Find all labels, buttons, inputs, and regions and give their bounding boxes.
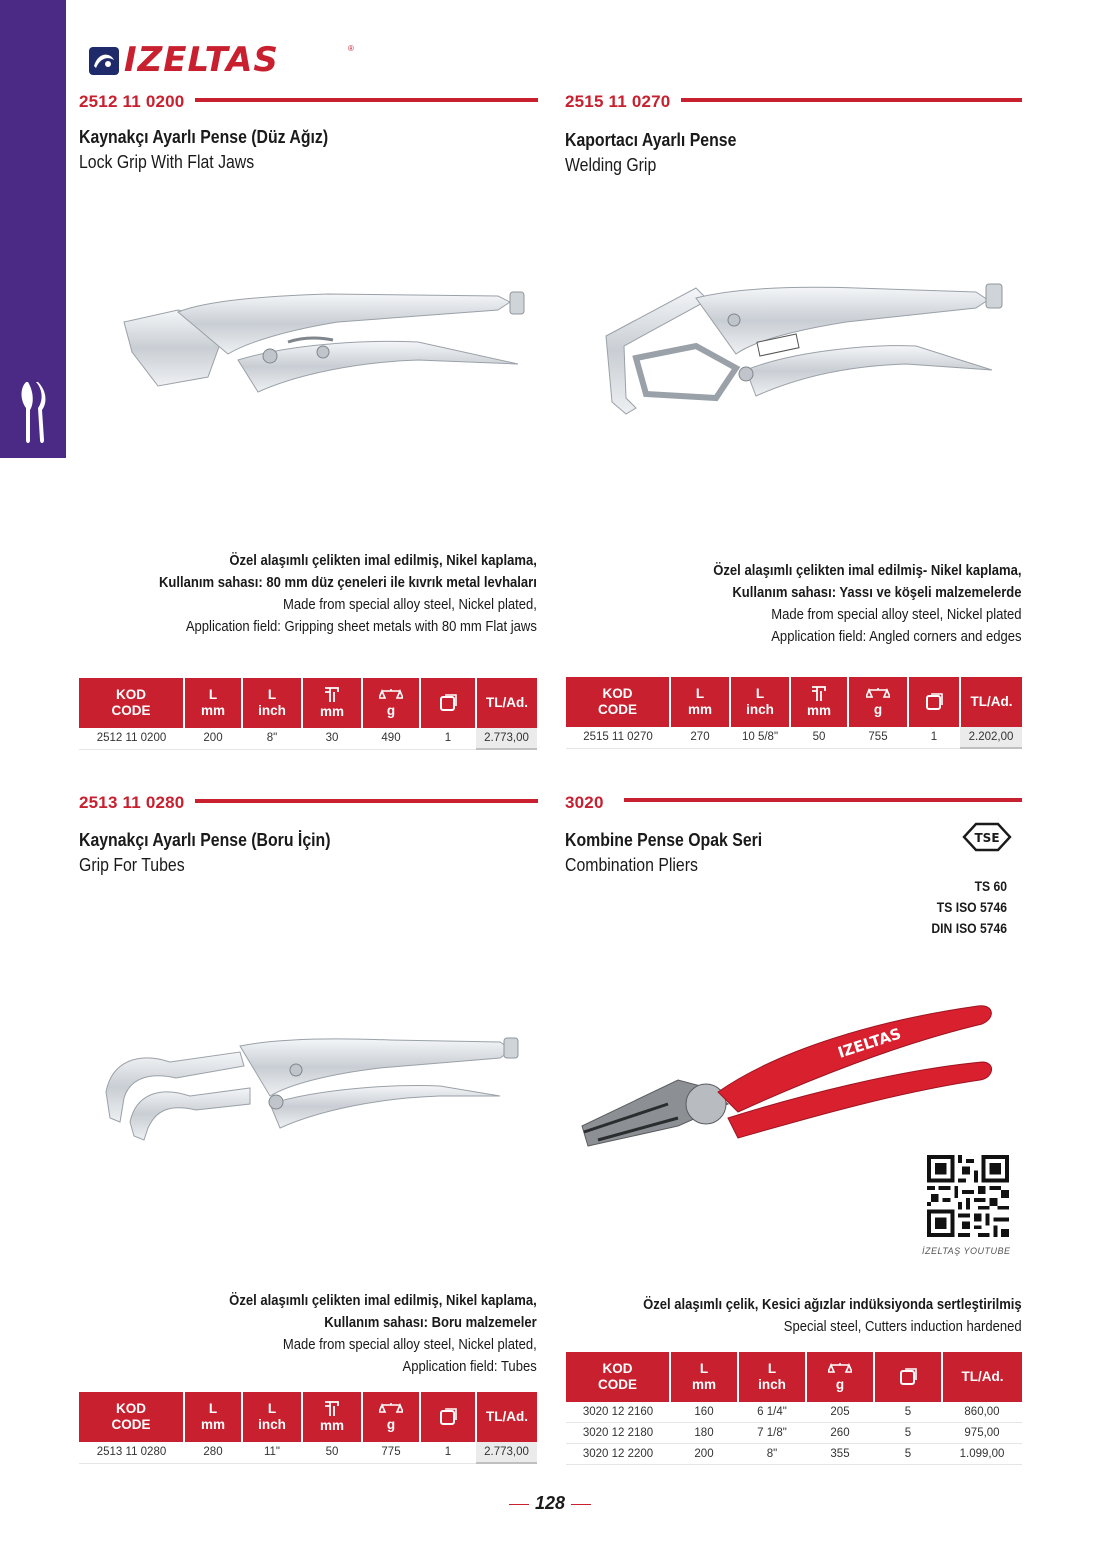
col-code: KOD CODE bbox=[79, 1392, 184, 1442]
col-length-mm: L mm bbox=[670, 1352, 738, 1402]
col-quantity bbox=[874, 1352, 942, 1402]
table-row bbox=[79, 728, 537, 749]
tse-mark-text: TSE bbox=[974, 831, 1000, 845]
spec-table bbox=[79, 1392, 537, 1464]
product-title-en: Lock Grip With Flat Jaws bbox=[79, 152, 255, 172]
cell-weight: 755 bbox=[848, 727, 908, 748]
product-image-combination-pliers bbox=[578, 1000, 998, 1150]
cell-jaw-opening: 50 bbox=[790, 727, 848, 748]
col-length-mm: L mm bbox=[184, 678, 242, 728]
section-rule bbox=[681, 98, 1022, 102]
category-sidebar bbox=[0, 0, 66, 458]
cell-length-inch: 10 5/8" bbox=[730, 727, 790, 748]
col-code: KOD CODE bbox=[566, 677, 670, 727]
cell-price: 2.773,00 bbox=[476, 1442, 537, 1463]
description-en-line: Special steel, Cutters induction hardened bbox=[784, 1319, 1022, 1335]
product-title-en: Welding Grip bbox=[565, 155, 657, 175]
standards-list bbox=[931, 876, 1007, 939]
description-en-line: Application field: Gripping sheet metals with 80 mm Flat jaws bbox=[185, 619, 537, 635]
cell-quantity: 5 bbox=[874, 1402, 942, 1423]
brand-name: IZELTAS bbox=[124, 40, 279, 80]
cell-length-mm: 160 bbox=[670, 1402, 738, 1423]
product-image-lock-grip-flat bbox=[118, 282, 528, 402]
cell-price: 975,00 bbox=[942, 1423, 1022, 1444]
tse-mark-icon bbox=[962, 822, 1012, 852]
box-quantity-icon bbox=[925, 693, 943, 711]
cell-quantity: 1 bbox=[908, 727, 960, 748]
box-quantity-icon bbox=[439, 694, 457, 712]
standard-item: DIN ISO 5746 bbox=[931, 921, 1007, 936]
section-rule bbox=[624, 798, 1022, 802]
description-tr-line: Özel alaşımlı çelikten imal edilmiş- Nikel kaplama, bbox=[713, 563, 1022, 579]
cell-price: 2.202,00 bbox=[960, 727, 1022, 748]
cell-weight: 490 bbox=[362, 728, 420, 749]
cell-code: 2513 11 0280 bbox=[79, 1442, 184, 1463]
jaw-opening-icon bbox=[322, 686, 342, 704]
jaw-opening-icon bbox=[322, 1400, 342, 1418]
cell-weight: 775 bbox=[362, 1442, 420, 1463]
col-quantity bbox=[420, 678, 476, 728]
description-tr-line: Özel alaşımlı çelikten imal edilmiş, Nikel kaplama, bbox=[229, 1293, 537, 1309]
cell-length-inch: 7 1/8" bbox=[738, 1423, 806, 1444]
jaw-opening-icon bbox=[809, 685, 829, 703]
description-en-line: Made from special alloy steel, Nickel plated bbox=[771, 607, 1022, 623]
col-price: TL/Ad. bbox=[476, 678, 537, 728]
cell-length-mm: 280 bbox=[184, 1442, 242, 1463]
product-title-en: Grip For Tubes bbox=[79, 855, 185, 875]
cell-length-mm: 200 bbox=[670, 1444, 738, 1465]
col-jaw-opening: mm bbox=[790, 677, 848, 727]
table-row bbox=[566, 1402, 1022, 1423]
product-image-grip-for-tubes bbox=[100, 1032, 520, 1144]
table-row bbox=[566, 1444, 1022, 1465]
table-row bbox=[79, 1442, 537, 1463]
description-en-line: Application field: Tubes bbox=[402, 1359, 537, 1375]
handle-brand-text: IZELTAS bbox=[835, 1024, 904, 1062]
table-row bbox=[566, 1423, 1022, 1444]
product-description bbox=[601, 1294, 1022, 1338]
pliers-icon bbox=[14, 378, 50, 448]
product-code-heading: 3020 bbox=[565, 793, 604, 812]
product-code-heading: 2513 11 0280 bbox=[79, 793, 185, 812]
product-description bbox=[117, 550, 537, 638]
description-tr-line: Kullanım sahası: Yassı ve köşeli malzemelerde bbox=[732, 585, 1022, 601]
product-title-tr: Kaportacı Ayarlı Pense bbox=[565, 130, 737, 150]
cell-code: 2512 11 0200 bbox=[79, 728, 184, 749]
col-code: KOD CODE bbox=[566, 1352, 670, 1402]
cell-price: 860,00 bbox=[942, 1402, 1022, 1423]
qr-code-icon[interactable] bbox=[927, 1155, 1009, 1237]
weight-scale-icon bbox=[866, 686, 890, 702]
cell-quantity: 1 bbox=[420, 1442, 476, 1463]
cell-jaw-opening: 50 bbox=[302, 1442, 362, 1463]
cell-code: 3020 12 2200 bbox=[566, 1444, 670, 1465]
description-tr-line: Kullanım sahası: 80 mm düz çeneleri ile kıvrık metal levhaları bbox=[159, 575, 537, 591]
description-en-line: Made from special alloy steel, Nickel plated, bbox=[283, 1337, 537, 1353]
spec-table bbox=[566, 677, 1022, 749]
cell-length-mm: 270 bbox=[670, 727, 730, 748]
box-quantity-icon bbox=[439, 1408, 457, 1426]
section-rule bbox=[195, 799, 538, 803]
cell-weight: 355 bbox=[806, 1444, 874, 1465]
description-tr-line: Özel alaşımlı çelik, Kesici ağızlar indüksiyonda sertleştirilmiş bbox=[643, 1297, 1022, 1313]
cell-code: 2515 11 0270 bbox=[566, 727, 670, 748]
cell-price: 2.773,00 bbox=[476, 728, 537, 749]
page-number-dash bbox=[509, 1504, 529, 1506]
col-length-inch: L inch bbox=[738, 1352, 806, 1402]
cell-length-inch: 8" bbox=[738, 1444, 806, 1465]
cell-price: 1.099,00 bbox=[942, 1444, 1022, 1465]
table-row bbox=[566, 727, 1022, 748]
spec-table bbox=[566, 1352, 1022, 1465]
col-length-inch: L inch bbox=[730, 677, 790, 727]
product-title-tr: Kaynakçı Ayarlı Pense (Düz Ağız) bbox=[79, 127, 329, 147]
cell-length-inch: 6 1/4" bbox=[738, 1402, 806, 1423]
col-quantity bbox=[908, 677, 960, 727]
col-code: KOD CODE bbox=[79, 678, 184, 728]
product-title-en: Combination Pliers bbox=[565, 855, 698, 875]
product-title-tr: Kombine Pense Opak Seri bbox=[565, 830, 763, 850]
standard-item: TS 60 bbox=[974, 879, 1007, 894]
page-number bbox=[0, 1493, 1100, 1514]
col-price: TL/Ad. bbox=[960, 677, 1022, 727]
product-code-heading: 2512 11 0200 bbox=[79, 92, 185, 111]
cell-code: 3020 12 2160 bbox=[566, 1402, 670, 1423]
product-title-tr: Kaynakçı Ayarlı Pense (Boru İçin) bbox=[79, 830, 331, 850]
product-description bbox=[679, 560, 1022, 648]
description-en-line: Application field: Angled corners and edges bbox=[771, 629, 1022, 645]
cell-quantity: 5 bbox=[874, 1444, 942, 1465]
col-weight: g bbox=[362, 678, 420, 728]
col-weight: g bbox=[848, 677, 908, 727]
standard-item: TS ISO 5746 bbox=[936, 900, 1007, 915]
registered-mark: ® bbox=[348, 44, 354, 53]
col-price: TL/Ad. bbox=[942, 1352, 1022, 1402]
cell-quantity: 1 bbox=[420, 728, 476, 749]
col-jaw-opening: mm bbox=[302, 1392, 362, 1442]
cell-length-mm: 180 bbox=[670, 1423, 738, 1444]
weight-scale-icon bbox=[828, 1361, 852, 1377]
cell-length-mm: 200 bbox=[184, 728, 242, 749]
col-weight: g bbox=[806, 1352, 874, 1402]
box-quantity-icon bbox=[899, 1368, 917, 1386]
col-length-inch: L inch bbox=[242, 1392, 302, 1442]
brand-mark-icon bbox=[88, 46, 120, 76]
cell-code: 3020 12 2180 bbox=[566, 1423, 670, 1444]
cell-length-inch: 11" bbox=[242, 1442, 302, 1463]
col-length-mm: L mm bbox=[184, 1392, 242, 1442]
col-weight: g bbox=[362, 1392, 420, 1442]
cell-quantity: 5 bbox=[874, 1423, 942, 1444]
brand-logo bbox=[88, 42, 358, 82]
spec-table bbox=[79, 678, 537, 750]
description-tr-line: Kullanım sahası: Boru malzemeler bbox=[324, 1315, 537, 1331]
weight-scale-icon bbox=[379, 1401, 403, 1417]
section-rule bbox=[195, 98, 538, 102]
cell-length-inch: 8" bbox=[242, 728, 302, 749]
product-description bbox=[195, 1290, 537, 1378]
cell-weight: 205 bbox=[806, 1402, 874, 1423]
col-jaw-opening: mm bbox=[302, 678, 362, 728]
page-number-text: 128 bbox=[534, 1493, 566, 1513]
page-number-dash bbox=[571, 1504, 591, 1506]
description-en-line: Made from special alloy steel, Nickel plated, bbox=[283, 597, 537, 613]
col-length-inch: L inch bbox=[242, 678, 302, 728]
col-quantity bbox=[420, 1392, 476, 1442]
cell-weight: 260 bbox=[806, 1423, 874, 1444]
description-tr-line: Özel alaşımlı çelikten imal edilmiş, Nikel kaplama, bbox=[229, 553, 537, 569]
qr-caption: İZELTAŞ YOUTUBE bbox=[922, 1246, 1011, 1256]
col-length-mm: L mm bbox=[670, 677, 730, 727]
cell-jaw-opening: 30 bbox=[302, 728, 362, 749]
product-code-heading: 2515 11 0270 bbox=[565, 92, 671, 111]
product-image-welding-grip bbox=[596, 278, 1006, 418]
col-price: TL/Ad. bbox=[476, 1392, 537, 1442]
weight-scale-icon bbox=[379, 687, 403, 703]
